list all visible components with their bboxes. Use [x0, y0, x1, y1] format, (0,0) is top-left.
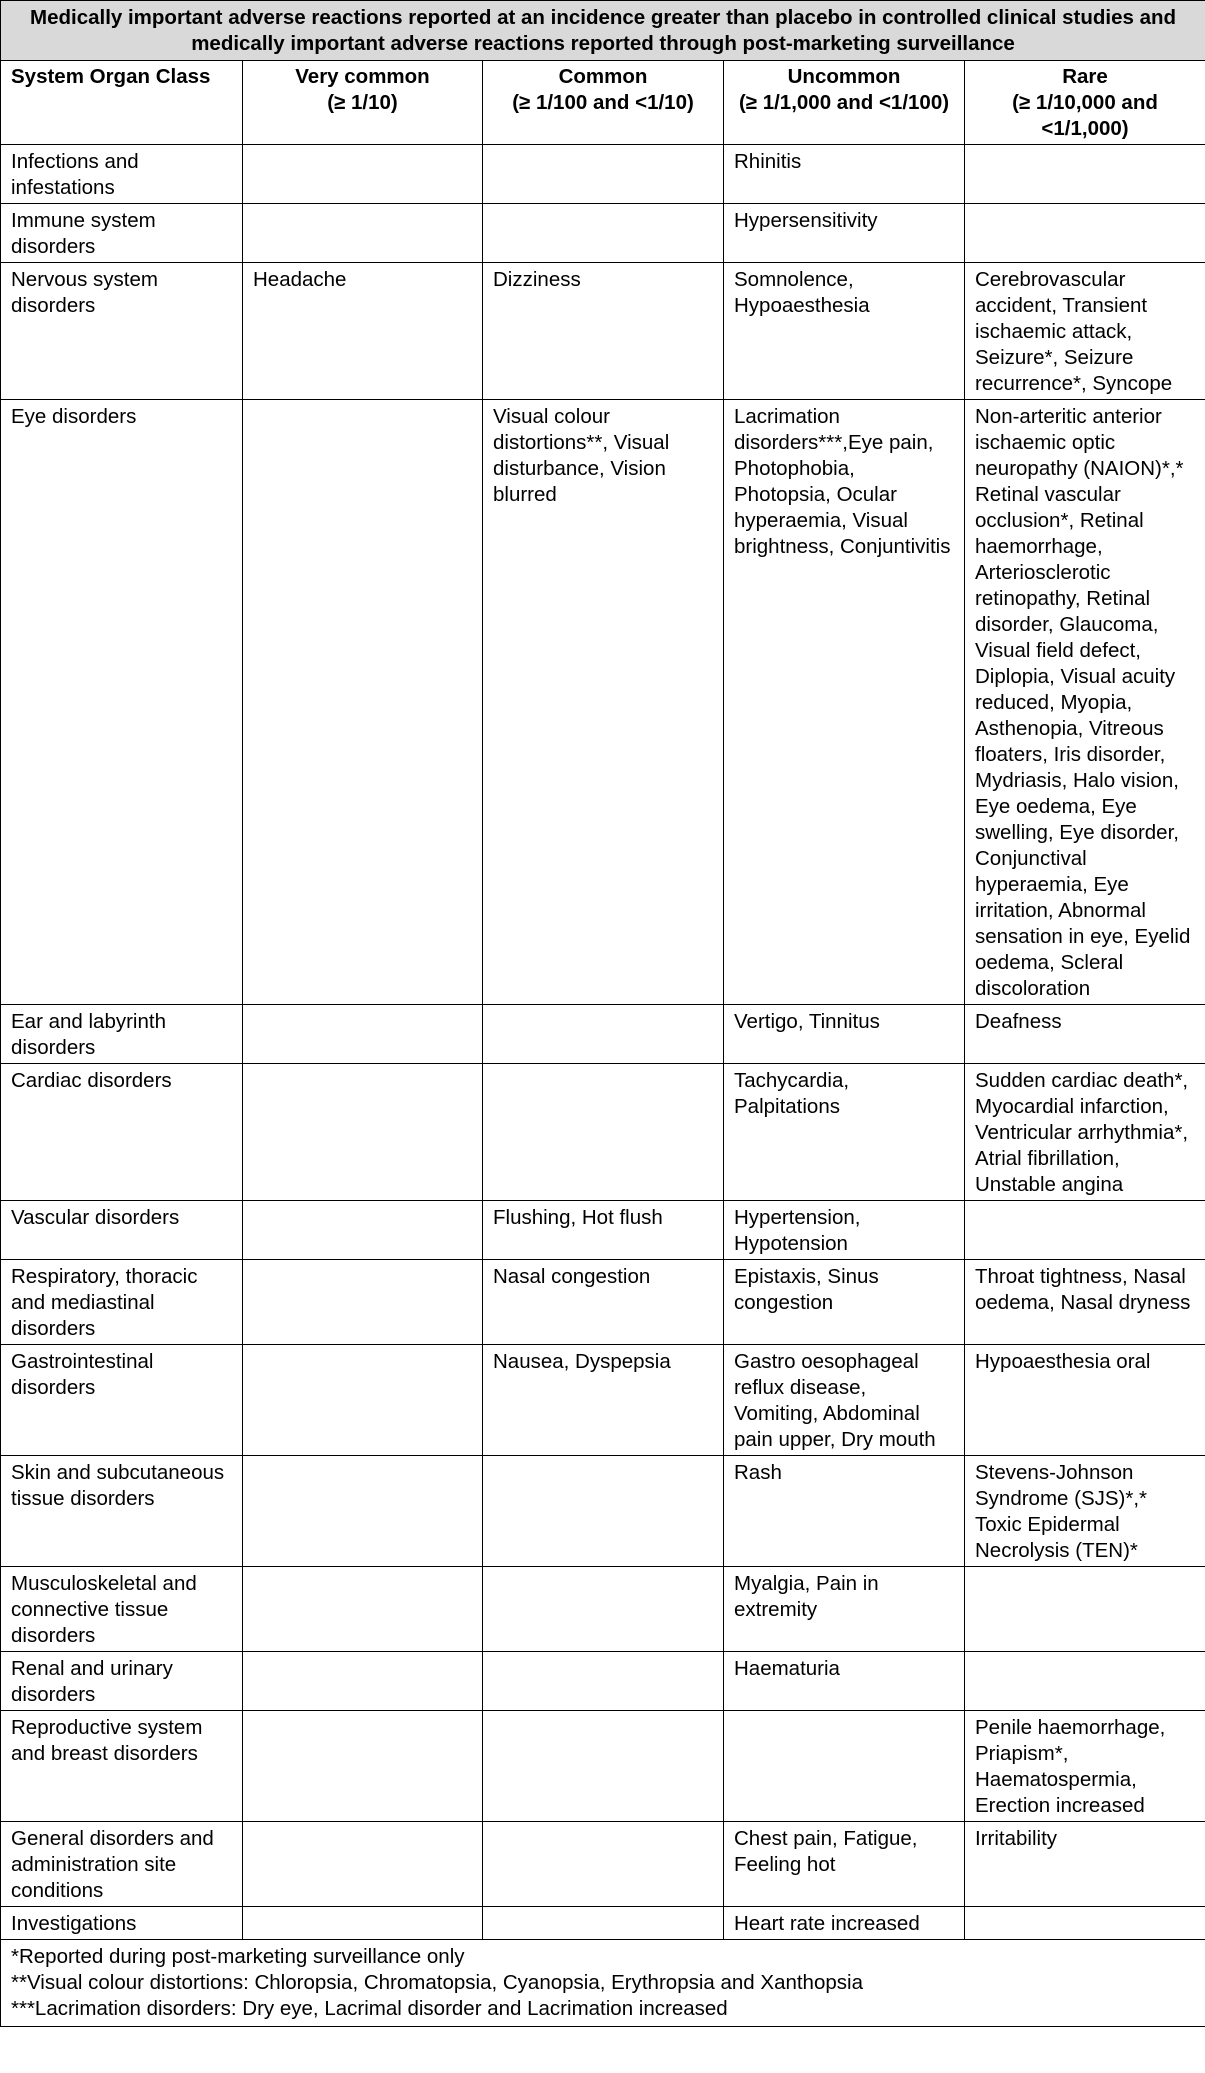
table-row: [1, 1201, 1205, 1260]
uncommon-cell: Epistaxis, Sinus congestion: [724, 1260, 965, 1345]
table-row: [1, 1652, 1205, 1711]
column-header-label: Common: [558, 65, 648, 88]
very-common-cell: [243, 1064, 483, 1201]
table-body: [1, 145, 1205, 1940]
very-common-cell: [243, 1345, 483, 1456]
table-row: [1, 1005, 1205, 1064]
rare-cell: Non-arteritic anterior ischaemic optic neuropathy (NAION)*,* Retinal vascular occlusion*, Retinal haemorrhage, Arteriosclerotic retinopathy, Retinal disorder, Glaucoma, Visual field defect, Diplopia, Visual acuity reduced, Myopia, Asthenopia, Vitreous floaters, Iris disorder, Mydriasis, Halo vision, Eye oedema, Eye swelling, Eye disorder, Conjunctival hyperaemia, Eye irritation, Abnormal sensation in eye, Eyelid oedema, Scleral discoloration: [965, 400, 1205, 1005]
uncommon-cell: Lacrimation disorders***,Eye pain, Photophobia, Photopsia, Ocular hyperaemia, Visual brightness, Conjuntivitis: [724, 400, 965, 1005]
column-header-common: [483, 61, 724, 145]
uncommon-cell: Hypersensitivity: [724, 204, 965, 263]
uncommon-cell: Chest pain, Fatigue, Feeling hot: [724, 1822, 965, 1907]
column-header-soc: [1, 61, 243, 145]
table-row: [1, 1260, 1205, 1345]
column-header-frequency: (≥ 1/10): [327, 91, 398, 114]
very-common-cell: [243, 1456, 483, 1567]
soc-cell: Investigations: [1, 1907, 243, 1940]
common-cell: [483, 1907, 724, 1940]
uncommon-cell: Rash: [724, 1456, 965, 1567]
column-header-frequency: (≥ 1/100 and <1/10): [512, 91, 694, 114]
column-header-rare: [965, 61, 1205, 145]
rare-cell: [965, 1907, 1205, 1940]
column-header-frequency: (≥ 1/10,000 and <1/1,000): [1012, 91, 1158, 140]
common-cell: Visual colour distortions**, Visual disturbance, Vision blurred: [483, 400, 724, 1005]
very-common-cell: [243, 1711, 483, 1822]
table-row: [1, 263, 1205, 400]
rare-cell: [965, 204, 1205, 263]
column-header-label: Rare: [1062, 65, 1108, 88]
very-common-cell: [243, 145, 483, 204]
uncommon-cell: Hypertension, Hypotension: [724, 1201, 965, 1260]
footnote-triple-asterisk: ***Lacrimation disorders: Dry eye, Lacrimal disorder and Lacrimation increased: [11, 1997, 728, 2020]
rare-cell: Cerebrovascular accident, Transient ischaemic attack, Seizure*, Seizure recurrence*, Syncope: [965, 263, 1205, 400]
footnotes-row: [1, 1940, 1205, 2027]
soc-cell: Respiratory, thoracic and mediastinal disorders: [1, 1260, 243, 1345]
common-cell: [483, 1064, 724, 1201]
very-common-cell: [243, 204, 483, 263]
table-row: [1, 1907, 1205, 1940]
soc-cell: Musculoskeletal and connective tissue disorders: [1, 1567, 243, 1652]
soc-cell: Vascular disorders: [1, 1201, 243, 1260]
uncommon-cell: Gastro oesophageal reflux disease, Vomiting, Abdominal pain upper, Dry mouth: [724, 1345, 965, 1456]
table-title: Medically important adverse reactions reported at an incidence greater than placebo in controlled clinical studies and medically important adverse reactions reported through post-marketing surveillance: [1, 1, 1205, 61]
very-common-cell: [243, 1567, 483, 1652]
rare-cell: Hypoaesthesia oral: [965, 1345, 1205, 1456]
rare-cell: [965, 1201, 1205, 1260]
soc-cell: Gastrointestinal disorders: [1, 1345, 243, 1456]
uncommon-cell: Tachycardia, Palpitations: [724, 1064, 965, 1201]
uncommon-cell: Vertigo, Tinnitus: [724, 1005, 965, 1064]
common-cell: [483, 1822, 724, 1907]
soc-cell: Ear and labyrinth disorders: [1, 1005, 243, 1064]
table-row: [1, 400, 1205, 1005]
common-cell: Nausea, Dyspepsia: [483, 1345, 724, 1456]
uncommon-cell: Myalgia, Pain in extremity: [724, 1567, 965, 1652]
very-common-cell: [243, 1005, 483, 1064]
column-header-label: Uncommon: [787, 65, 901, 88]
table-row: [1, 1567, 1205, 1652]
table-row: [1, 145, 1205, 204]
common-cell: [483, 1711, 724, 1822]
column-header-uncommon: [724, 61, 965, 145]
table-row: [1, 1456, 1205, 1567]
uncommon-cell: Heart rate increased: [724, 1907, 965, 1940]
table-row: [1, 1064, 1205, 1201]
table-row: [1, 204, 1205, 263]
very-common-cell: [243, 400, 483, 1005]
column-header-very-common: [243, 61, 483, 145]
very-common-cell: [243, 1822, 483, 1907]
soc-cell: Reproductive system and breast disorders: [1, 1711, 243, 1822]
rare-cell: [965, 1567, 1205, 1652]
column-header-label: System Organ Class: [11, 65, 211, 88]
footnote-double-asterisk: **Visual colour distortions: Chloropsia, Chromatopsia, Cyanopsia, Erythropsia and Xanthopsia: [11, 1971, 863, 1994]
soc-cell: Nervous system disorders: [1, 263, 243, 400]
rare-cell: Deafness: [965, 1005, 1205, 1064]
very-common-cell: [243, 1260, 483, 1345]
common-cell: [483, 1005, 724, 1064]
soc-cell: General disorders and administration site conditions: [1, 1822, 243, 1907]
uncommon-cell: Rhinitis: [724, 145, 965, 204]
soc-cell: Skin and subcutaneous tissue disorders: [1, 1456, 243, 1567]
soc-cell: Renal and urinary disorders: [1, 1652, 243, 1711]
uncommon-cell: Haematuria: [724, 1652, 965, 1711]
very-common-cell: [243, 1201, 483, 1260]
soc-cell: Infections and infestations: [1, 145, 243, 204]
table-row: [1, 1711, 1205, 1822]
common-cell: [483, 1652, 724, 1711]
common-cell: Flushing, Hot flush: [483, 1201, 724, 1260]
very-common-cell: [243, 1907, 483, 1940]
rare-cell: Irritability: [965, 1822, 1205, 1907]
rare-cell: [965, 145, 1205, 204]
footnotes: [1, 1940, 1205, 2027]
rare-cell: Stevens-Johnson Syndrome (SJS)*,* Toxic Epidermal Necrolysis (TEN)*: [965, 1456, 1205, 1567]
uncommon-cell: Somnolence, Hypoaesthesia: [724, 263, 965, 400]
very-common-cell: Headache: [243, 263, 483, 400]
common-cell: [483, 1567, 724, 1652]
soc-cell: Cardiac disorders: [1, 1064, 243, 1201]
rare-cell: Throat tightness, Nasal oedema, Nasal dryness: [965, 1260, 1205, 1345]
rare-cell: Penile haemorrhage, Priapism*, Haematospermia, Erection increased: [965, 1711, 1205, 1822]
common-cell: Nasal congestion: [483, 1260, 724, 1345]
table-row: [1, 1822, 1205, 1907]
common-cell: [483, 145, 724, 204]
title-row: [1, 1, 1205, 61]
soc-cell: Immune system disorders: [1, 204, 243, 263]
header-row: [1, 61, 1205, 145]
common-cell: [483, 1456, 724, 1567]
common-cell: Dizziness: [483, 263, 724, 400]
column-header-frequency: (≥ 1/1,000 and <1/100): [738, 91, 950, 114]
footnote-single-asterisk: *Reported during post-marketing surveillance only: [11, 1945, 465, 1968]
table-row: [1, 1345, 1205, 1456]
common-cell: [483, 204, 724, 263]
rare-cell: Sudden cardiac death*, Myocardial infarction, Ventricular arrhythmia*, Atrial fibrillation, Unstable angina: [965, 1064, 1205, 1201]
soc-cell: Eye disorders: [1, 400, 243, 1005]
very-common-cell: [243, 1652, 483, 1711]
column-header-label: Very common: [295, 65, 430, 88]
uncommon-cell: [724, 1711, 965, 1822]
rare-cell: [965, 1652, 1205, 1711]
